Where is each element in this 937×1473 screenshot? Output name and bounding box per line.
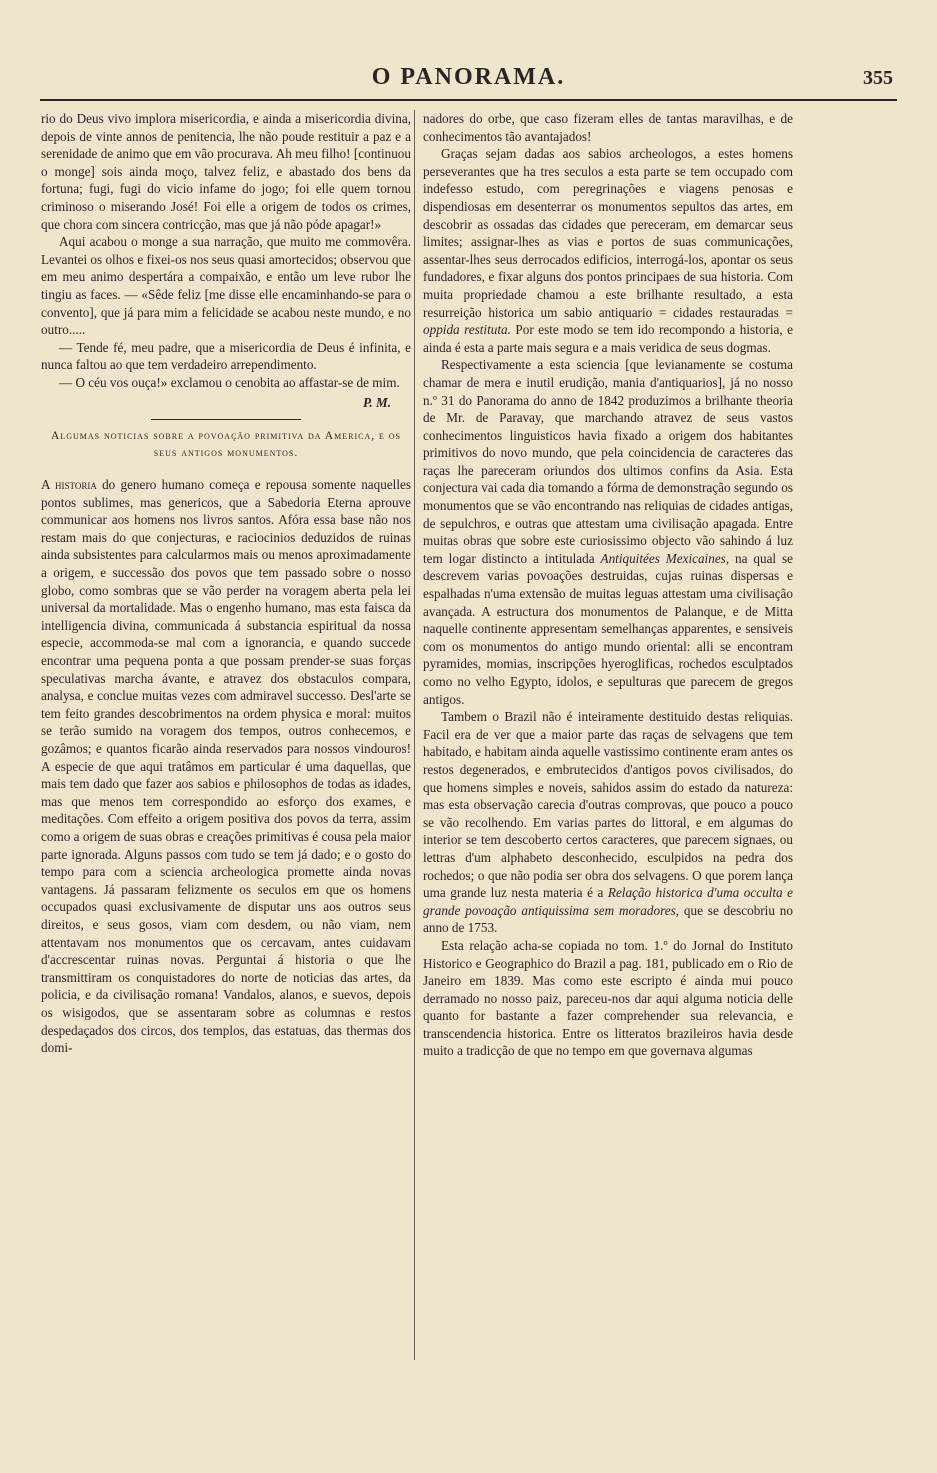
paragraph-text: Tambem o Brazil não é inteiramente destituido destas reliquias. Facil era de ver que a maior parte das raças de selvagens que tem habitado, e habitam ainda aquelle vastissimo continente eram antes os restos degenerados, e embrutecidos d'antigos povos civilisados, do que homens simples e noveis, sahidos assim do estado da natureza: mas esta observação carecia d'outras comprovas, que pouco a pouco se vão recolhendo. Em varias partes do littoral, e em algumas do interior se tem descoberto certos caracteres, que parecem signaes, ou lettras d'um alphabeto desconhecido, esculpidos na pedra dos rochedos; o que não podia ser obra dos selvagens. O que porem lança uma grande luz nesta materia é a xyxy=(423,709,793,901)
author-signature: P. M. xyxy=(363,394,391,410)
paragraph xyxy=(423,356,793,708)
paragraph: Esta relação acha-se copiada no tom. 1.º do Jornal do Instituto Historico e Geographico do Brazil a pag. 181, publicado em o Rio de Janeiro em 1839. Mas como este escripto é ainda mui pouco derramado no nosso paiz, pareceu-nos dar aqui alguma noticia delle quanto for bastante a fazer comprehender sua relevancia, e transcendencia historica. Entre os litteratos brazileiros havia desde muito a tradicção de que no tempo em que governava algumas xyxy=(423,937,793,1059)
lead-words: A historia xyxy=(41,477,97,493)
right-column xyxy=(423,110,793,1060)
masthead-title: O PANORAMA. xyxy=(371,64,566,90)
header-rule xyxy=(40,99,897,101)
paragraph xyxy=(423,708,793,937)
left-column xyxy=(41,110,411,1057)
page-number: 355 xyxy=(863,67,893,89)
italic-title: Antiquitées Mexicaines xyxy=(600,550,726,566)
section-divider xyxy=(151,419,301,420)
paragraph-text: , que se descobriu no anno de 1753. xyxy=(423,902,793,936)
paragraph-text: Por este modo se tem ido recompondo a historia, e ainda é esta a parte mais segura e a mais veridica de seus dogmas. xyxy=(423,322,793,355)
article-heading: Algumas noticias sobre a povoação primitiva da America, e os seus antigos monumentos. xyxy=(51,430,401,460)
paragraph: Aqui acabou o monge a sua narração, que muito me commovêra. Levantei os olhos e fixei-os nos seus quasi amortecidos; observou que em meu animo despertára a compaixão, e então um leve rubor lhe tingiu as faces. — «Sêde feliz [me disse elle encaminhando-se para o convento], que já para mim a felicidade se acabou neste mundo, e no outro..... xyxy=(41,234,411,338)
paragraph-text: , na qual se descrevem varias povoações destruidas, cujas ruinas dispersas e espalhadas n'uma extensão de muitas leguas attestam uma civilisação avançada. A estructura dos monumentos de Palanque, e de Mitta naquelle continente appresentam semelhanças apparentes, e sensiveis com os monumentos do antigo mundo oriental: alli se encontram pyramides, momias, inscripções hyeroglificas, rochedos esculptados como no velho Egypto, idolos, e sepulturas que parecem de gregos antigos. xyxy=(423,550,793,707)
paragraph xyxy=(41,476,411,1057)
paragraph-text: Respectivamente a esta sciencia [que levianamente se costuma chamar de mera e inutil erudição, mania d'antiquarios], já no nosso n.º 31 do Panorama do anno de 1842 produzimos a brilhante theoria de Mr. de Paravay, que marchando atravez de seus vastos conhecimentos linguisticos havia fixado a origem dos habitantes primitivos do novo mundo, que pela coincidencia de caracteres das raças lhe pareceram oriundos dos ultimos confins da Asia. Esta conjectura vai cada dia tomando a fórma de demonstração segundo os monumentos que se vão encontrando nas reliquias de cidades antigas, de sepulchros, e outras que attestam uma civilisação apagada. Entre muitas obras que sobre este curiosissimo objecto vão sahindo á luz tem logar distincto a intitulada xyxy=(423,357,793,566)
paragraph xyxy=(423,145,793,356)
column-divider xyxy=(414,110,415,1360)
italic-title: Relação historica d'uma occulta e grande povoação antiquissima sem moradores xyxy=(423,885,793,918)
paragraph: nadores do orbe, que caso fizeram elles de tantas maravilhas, e de conhecimentos tão avantajados! xyxy=(423,111,793,144)
page-header xyxy=(40,56,897,98)
paragraph: — O céu vos ouça!» exclamou o cenobita ao affastar-se de mim. xyxy=(59,374,400,390)
paragraph: — Tende fé, meu padre, que a misericordia de Deus é infinita, e nunca faltou ao que tem verdadeiro arrependimento. xyxy=(41,339,411,373)
paragraph: rio do Deus vivo implora misericordia, e ainda a misericordia divina, depois de vinte annos de penitencia, lhe não poude restituir a paz e a serenidade de animo que em vão procurava. Ah meu filho! [continuou o monge] sois ainda moço, talvez feliz, e abastado dos bens da fortuna; fugi, fugi do vicio infame do jogo; foi elle quem tornou criminoso o miserando José! Foi elle a origem de todos os crimes, que chora com sincera contricção, mas que já não póde apagar!» xyxy=(41,111,411,232)
paragraph-text: Graças sejam dadas aos sabios archeologos, a estes homens perseverantes que ha tres seculos a esta parte se tem occupado com indefesso estudo, com peregrinações e viagens penosas e dispendiosas em desenterrar os monumentos sepultos das artes, em descobrir as ossadas das cidades que pereceram, em demarcar seus limites; assignar-lhes as vias e portos de suas communicações, assentar-lhes seus derrocados edificios, interrogá-los, apontar os seus fundadores, e fixar alguns dos pontos principaes de sua historia. Com muita propriedade chamou a este brilhante resultado, a esta resurreição historica um sabio antiquario = cidades restauradas = xyxy=(423,146,793,320)
italic-phrase: oppida restituta. xyxy=(423,322,511,338)
paragraph-text: do genero humano começa e repousa somente naquelles pontos sublimes, mas genericos, que a Sabedoria Eterna aprouve communicar aos homens nos livros santos. Afóra essa base não nos restam mais do que conjecturas, e raciocinios deduzidos de ruinas ainda subsistentes para calcularmos mais ou menos aproximadamente a origem, e successão dos povos que tem passado sobre o nosso globo, como sombras que se vão perder na voragem aberta pela lei universal da mortalidade. Mas o engenho humano, mas esta faisca da intelligencia divina, communicada á substancia espiritual da nossa especie, accommoda-se mal com a ignorancia, e quando succede encontrar uma pequena ponta a que possam prender-se suas forças speculativas marcha ávante, e atravez dos obstaculos compara, analysa, e conclue muitas vezes com admiravel successo. Desl'arte se tem feito grandes descobrimentos na ordem physica e moral: muitos se terão sumido na voragem dos tempos, outros conhecemos, e gozâmos; e quantos ficarão ainda reservados para nossos vindouros! A especie de que aqui tratâmos em particular é uma daquellas, que mais tem dado que fazer aos sabios e philosophos de todas as idades, mas que menos tem correspondido ao esforço dos exames, e meditações. Com effeito a origem positiva dos povos da terra, assim como a origem de suas obras e creações primitivas é cousa pela maior parte ignorada. Alguns passos com tudo se tem já dado; e o gosto do tempo para com a sciencia archeologica promette ainda novas vantagens. Já passaram felizmente os seculos em que os homens occupados quasi exclusivamente de disputar uns aos outros seus direitos, e seus gosos, viam com desdem, ou não viam, nem attentavam nos monumentos que os cercavam, antes cuidavam d'accrescentar ruinas novas. Perguntai á historia o que lhe transmittiram os conquistadores do norte de noticias das artes, da policia, e da civilisação romana! Vandalos, alanos, e suevos, depois os wisigodos, que se assentaram sobre as columnas e restos despedaçados dos circos, dos templos, das estatuas, das thermas dos domi- xyxy=(41,477,411,1056)
